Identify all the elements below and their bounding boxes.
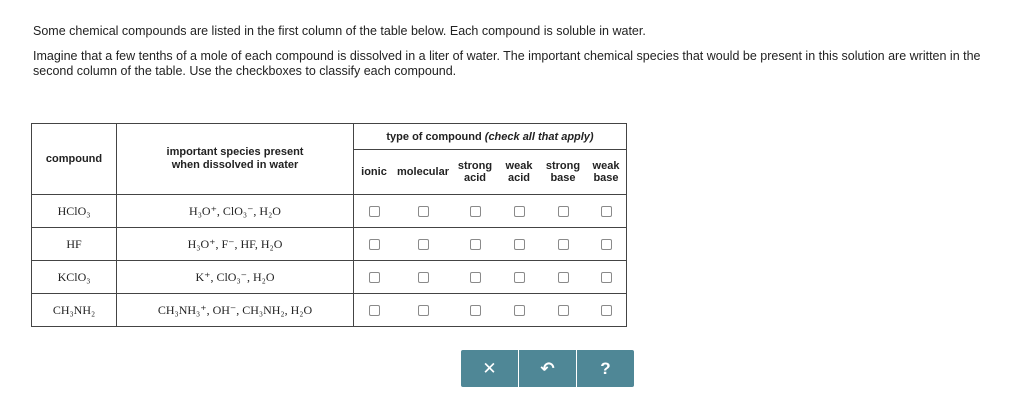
molecular-checkbox[interactable] <box>418 239 429 250</box>
type-header-main: type of compound <box>386 130 482 143</box>
close-icon: ✕ <box>482 358 497 378</box>
instructions <box>33 24 1013 79</box>
category-molecular <box>394 150 452 195</box>
strong-acid-checkbox[interactable] <box>470 305 481 316</box>
weak-acid-checkbox[interactable] <box>514 239 525 250</box>
strong-acid-checkbox-cell <box>452 261 498 294</box>
weak-base-checkbox[interactable] <box>601 272 612 283</box>
strong-base-checkbox[interactable] <box>558 239 569 250</box>
strong-acid-checkbox[interactable] <box>470 239 481 250</box>
weak-acid-checkbox-cell <box>498 261 540 294</box>
strong-acid-checkbox-cell <box>452 195 498 228</box>
strong-base-checkbox-cell <box>540 195 586 228</box>
strong-base-checkbox[interactable] <box>558 305 569 316</box>
compound-cell: HF <box>32 228 117 261</box>
table-row <box>32 228 627 261</box>
table-row <box>32 261 627 294</box>
molecular-checkbox-cell <box>394 228 452 261</box>
weak-base-checkbox-cell <box>586 261 627 294</box>
strong-base-checkbox-cell <box>540 228 586 261</box>
compound-cell: HClO₃ <box>32 195 117 228</box>
species-header-line-1: important species present <box>166 146 304 158</box>
category-label: acid <box>507 172 530 184</box>
molecular-checkbox[interactable] <box>418 272 429 283</box>
strong-base-checkbox[interactable] <box>558 206 569 217</box>
weak-base-checkbox[interactable] <box>601 206 612 217</box>
species-cell: H₃O⁺, ClO₃⁻, H₂O <box>117 195 354 228</box>
species-cell: H₃O⁺, F⁻, HF, H₂O <box>117 228 354 261</box>
weak-acid-checkbox-cell <box>498 195 540 228</box>
category-weak-base <box>586 150 627 195</box>
molecular-checkbox[interactable] <box>418 305 429 316</box>
ionic-checkbox[interactable] <box>369 305 380 316</box>
table-row <box>32 294 627 327</box>
help-icon: ? <box>600 358 611 378</box>
ionic-checkbox-cell <box>354 195 395 228</box>
category-strong-base <box>540 150 586 195</box>
strong-acid-checkbox-cell <box>452 294 498 327</box>
weak-base-checkbox[interactable] <box>601 239 612 250</box>
undo-icon: ↶ <box>540 358 555 378</box>
table-row <box>32 195 627 228</box>
strong-acid-checkbox-cell <box>452 228 498 261</box>
category-label: strong <box>545 160 581 172</box>
species-cell: K⁺, ClO₃⁻, H₂O <box>117 261 354 294</box>
category-label: base <box>593 172 619 184</box>
instruction-line-2: Imagine that a few tenths of a mole of each compound is dissolved in a liter of water. The important chemical species that would be present in this solution are written in the second column of the table. Use the checkboxes to classify each compound. <box>33 49 981 78</box>
type-column-header <box>354 124 627 150</box>
ionic-checkbox-cell <box>354 294 395 327</box>
help-button[interactable] <box>577 350 634 387</box>
category-label: weak <box>592 160 620 172</box>
category-strong-acid <box>452 150 498 195</box>
type-header-note: (check all that apply) <box>484 130 594 143</box>
ionic-checkbox-cell <box>354 261 395 294</box>
species-cell: CH₃NH₃⁺, OH⁻, CH₃NH₂, H₂O <box>117 294 354 327</box>
compound-cell: CH₃NH₂ <box>32 294 117 327</box>
category-label: weak <box>505 160 533 172</box>
strong-base-checkbox[interactable] <box>558 272 569 283</box>
compound-cell: KClO₃ <box>32 261 117 294</box>
molecular-checkbox-cell <box>394 261 452 294</box>
category-label: acid <box>463 172 486 184</box>
category-label: molecular <box>397 166 449 178</box>
category-label: ionic <box>361 166 387 178</box>
molecular-checkbox-cell <box>394 294 452 327</box>
weak-acid-checkbox[interactable] <box>514 206 525 217</box>
strong-acid-checkbox[interactable] <box>470 206 481 217</box>
weak-acid-checkbox-cell <box>498 294 540 327</box>
category-weak-acid <box>498 150 540 195</box>
undo-button[interactable] <box>519 350 577 387</box>
instruction-line-1: Some chemical compounds are listed in the first column of the table below. Each compound is soluble in water. <box>33 24 646 38</box>
weak-base-checkbox-cell <box>586 195 627 228</box>
weak-base-checkbox[interactable] <box>601 305 612 316</box>
compound-column-header <box>32 124 117 195</box>
ionic-checkbox[interactable] <box>369 206 380 217</box>
category-ionic <box>354 150 395 195</box>
clear-button[interactable] <box>461 350 519 387</box>
compound-header-label: compound <box>45 153 103 165</box>
weak-base-checkbox-cell <box>586 228 627 261</box>
strong-base-checkbox-cell <box>540 294 586 327</box>
species-column-header <box>117 124 354 195</box>
molecular-checkbox-cell <box>394 195 452 228</box>
category-label: strong <box>457 160 493 172</box>
species-header-line-2: when dissolved in water <box>171 159 299 171</box>
weak-acid-checkbox-cell <box>498 228 540 261</box>
weak-base-checkbox-cell <box>586 294 627 327</box>
molecular-checkbox[interactable] <box>418 206 429 217</box>
strong-base-checkbox-cell <box>540 261 586 294</box>
strong-acid-checkbox[interactable] <box>470 272 481 283</box>
answer-button-bar <box>461 350 634 387</box>
classification-table <box>31 123 627 327</box>
ionic-checkbox-cell <box>354 228 395 261</box>
ionic-checkbox[interactable] <box>369 272 380 283</box>
category-label: base <box>550 172 576 184</box>
weak-acid-checkbox[interactable] <box>514 272 525 283</box>
weak-acid-checkbox[interactable] <box>514 305 525 316</box>
ionic-checkbox[interactable] <box>369 239 380 250</box>
